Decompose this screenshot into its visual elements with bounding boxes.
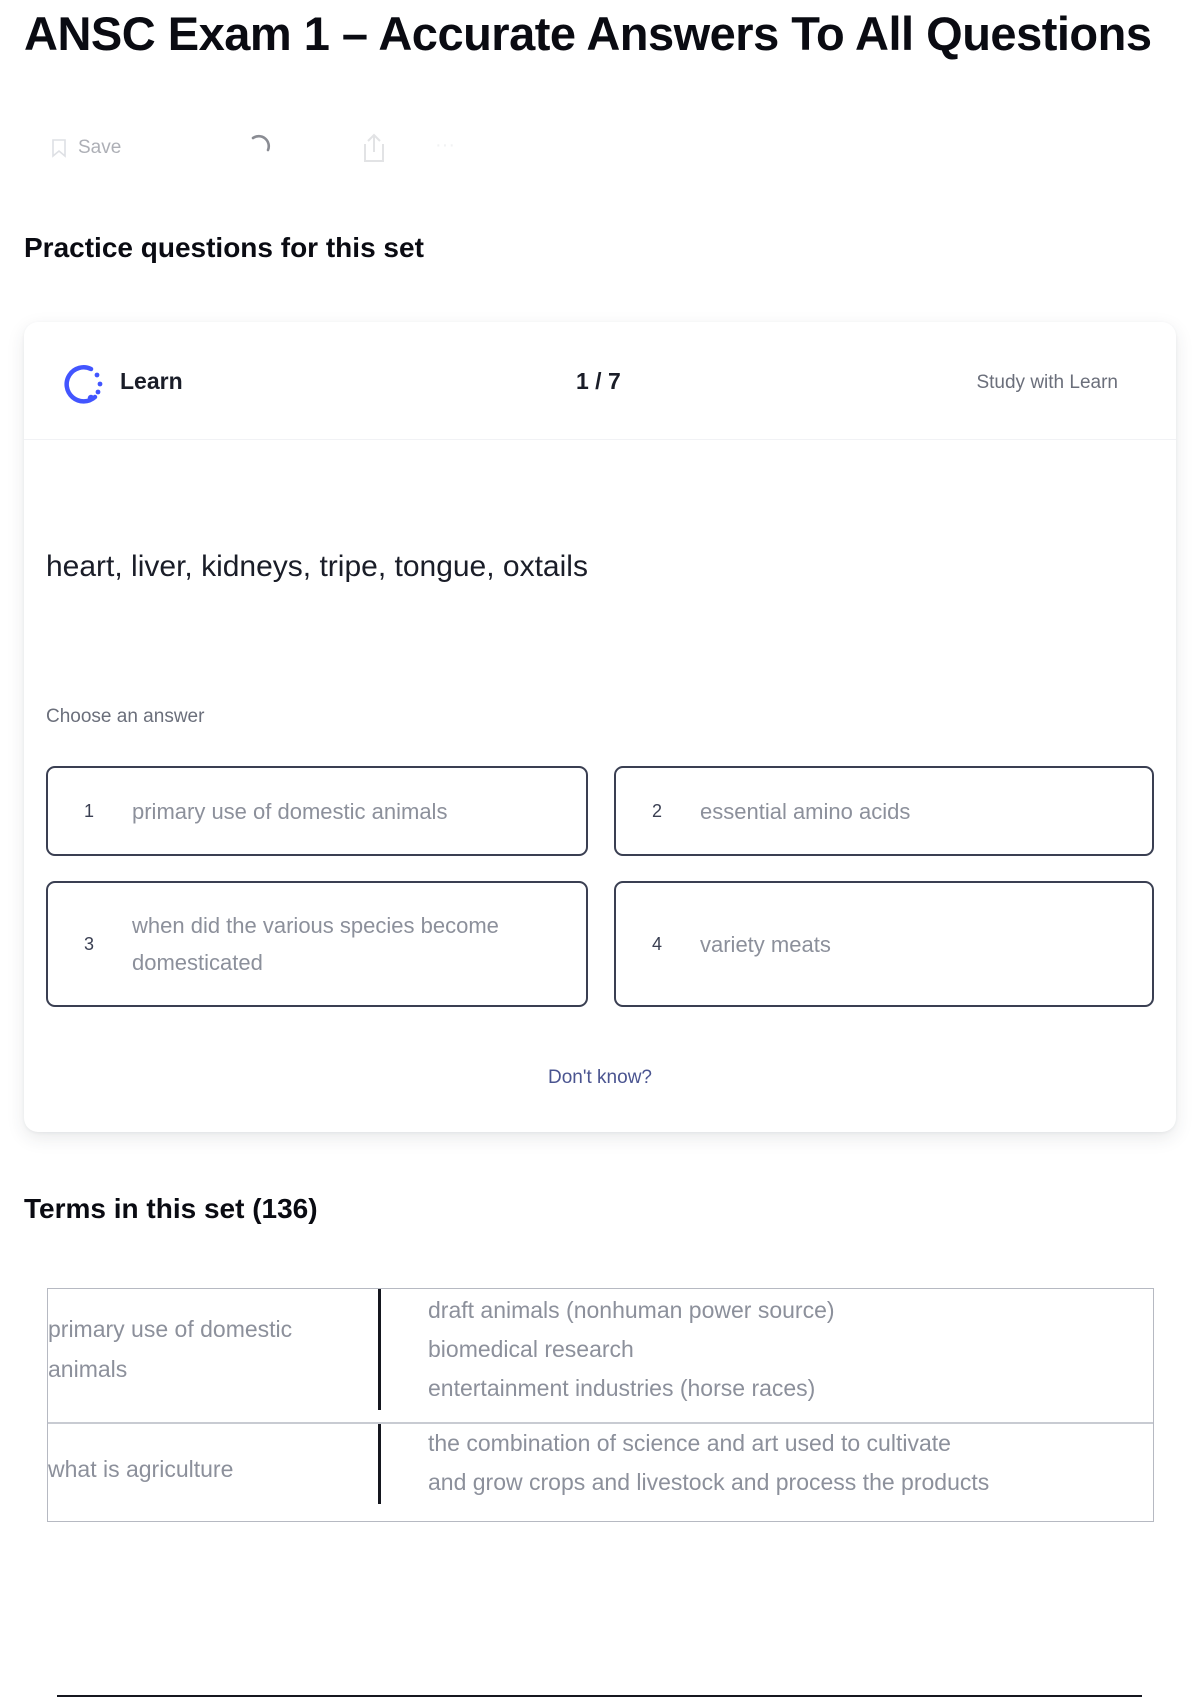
answer-option-1[interactable] (46, 766, 588, 856)
option-text: when did the various species become domesticated (132, 913, 499, 975)
term-divider (378, 1289, 381, 1410)
term-divider (378, 1424, 381, 1504)
progress-counter: 1 / 7 (576, 368, 621, 394)
definition-line: and grow crops and livestock and process the products (428, 1469, 990, 1495)
term-definition (428, 1424, 1128, 1502)
option-text: variety meats (700, 931, 831, 957)
definition-line: the combination of science and art used to cultivate (428, 1430, 951, 1456)
learn-header (24, 322, 1176, 440)
answer-option-2[interactable] (614, 766, 1154, 856)
bookmark-icon (50, 138, 68, 158)
option-number: 3 (84, 933, 95, 954)
question-prompt: heart, liver, kidneys, tripe, tongue, oxtails (46, 550, 588, 583)
terms-heading: Terms in this set (136) (24, 1193, 318, 1224)
terms-table (47, 1288, 1154, 1522)
learn-icon (62, 362, 106, 406)
toolbar (50, 128, 510, 168)
definition-line: biomedical research (428, 1336, 634, 1362)
practice-heading: Practice questions for this set (24, 232, 424, 263)
option-text: primary use of domestic animals (132, 798, 448, 824)
save-button[interactable] (50, 137, 121, 159)
term-word: primary use of domestic animals (48, 1316, 293, 1382)
answer-option-3[interactable] (46, 881, 588, 1007)
learn-label: Learn (120, 368, 183, 394)
bottom-divider (57, 1695, 1142, 1697)
dont-know-link[interactable]: Don't know? (548, 1067, 652, 1088)
definition-line: draft animals (nonhuman power source) (428, 1297, 835, 1323)
term-definition (428, 1291, 1128, 1408)
learn-card (24, 322, 1176, 1132)
term-row (48, 1424, 1153, 1521)
option-number: 1 (84, 800, 95, 821)
option-text: essential amino acids (700, 798, 911, 824)
option-number: 4 (652, 933, 663, 954)
share-icon[interactable] (360, 132, 388, 164)
term-word: what is agriculture (48, 1456, 234, 1482)
choose-answer-label: Choose an answer (46, 706, 205, 727)
answer-option-4[interactable] (614, 881, 1154, 1007)
study-with-learn-link[interactable]: Study with Learn (976, 372, 1118, 393)
spinner-icon (245, 132, 275, 162)
page-title: ANSC Exam 1 – Accurate Answers To All Questions (24, 7, 1152, 60)
option-number: 2 (652, 800, 663, 821)
definition-line: entertainment industries (horse races) (428, 1375, 816, 1401)
save-label: Save (78, 137, 122, 158)
more-icon[interactable]: ··· (435, 134, 455, 156)
term-row (48, 1289, 1153, 1424)
